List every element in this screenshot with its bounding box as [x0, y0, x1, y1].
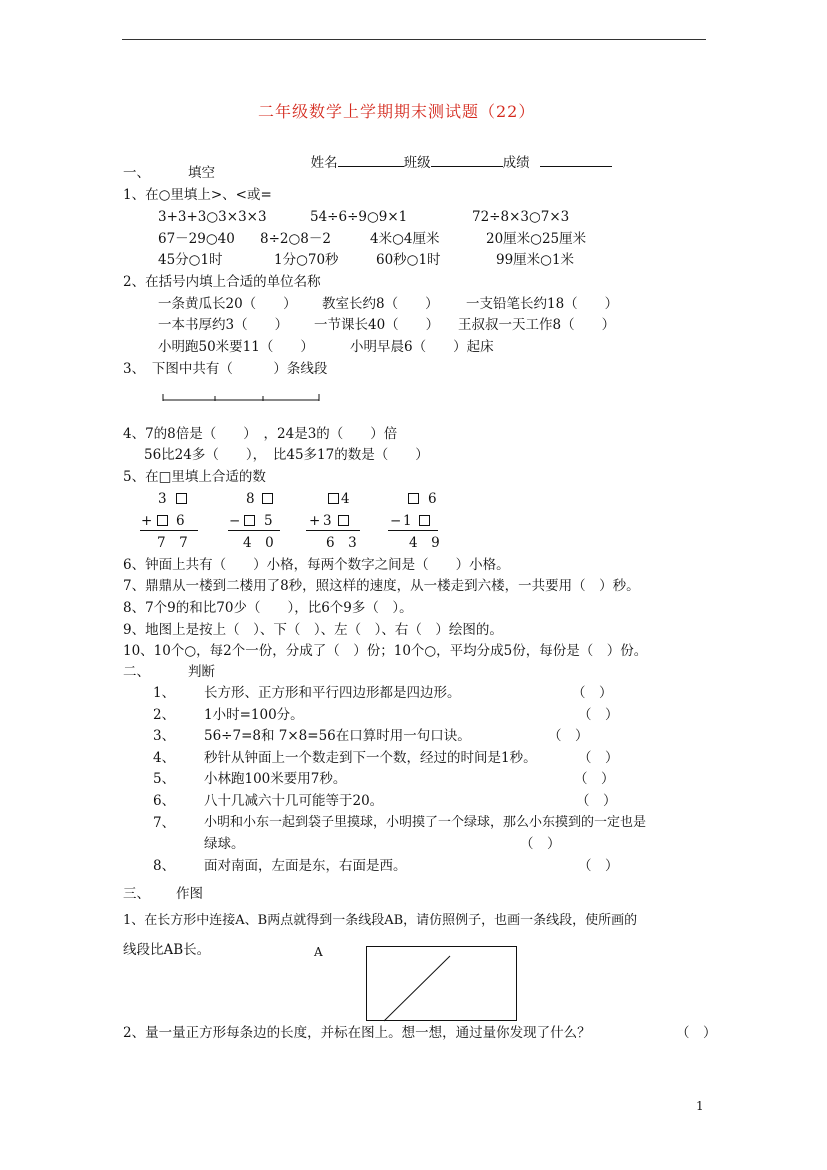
answer-box[interactable] [262, 493, 273, 504]
section1-label: 一、 [123, 165, 150, 181]
q7: 7、鼎鼎从一楼到二楼用了8秒，照这样的速度，从一楼走到六楼，一共要用（ ）秒。 [123, 578, 640, 594]
page-title: 二年级数学上学期期末测试题（22） [258, 102, 536, 121]
q4-line1: 4、7的8倍是（ ） ，24是3的（ ）倍 [123, 426, 398, 442]
q1-item: 20厘米○25厘米 [486, 231, 587, 247]
judge-num: 2、 [153, 707, 176, 723]
q2-item: 教室长约8（ ） [322, 296, 439, 312]
q2-item: 一节课长40（ ） [314, 317, 440, 333]
q5-p4-top: 6 [428, 491, 437, 507]
answer-box[interactable] [328, 493, 339, 504]
answer-box[interactable] [338, 515, 349, 526]
q5-p4-rule [388, 530, 438, 531]
answer-box[interactable] [244, 515, 255, 526]
judge-text: 小明和小东一起到袋子里摸球，小明摸了一个绿球，那么小东摸到的一定也是 [204, 815, 647, 830]
point-a-label: A [314, 945, 323, 959]
s3-q2-paren[interactable]: （ ） [676, 1025, 717, 1041]
judge-num: 8、 [153, 858, 176, 874]
q1-item: 8÷2○8－2 [260, 231, 331, 247]
answer-box[interactable] [157, 515, 168, 526]
judge-text: 56÷7=8和 7×8=56在口算时用一句口诀。 [204, 728, 471, 744]
judge-text: 秒针从钟面上一个数走到下一个数，经过的时间是1秒。 [204, 750, 537, 766]
student-info [302, 137, 612, 171]
judge-paren[interactable]: （ ） [520, 836, 561, 852]
q5-p3-op: + [309, 513, 321, 529]
segment-diagram [163, 392, 323, 404]
judge-paren[interactable]: （ ） [572, 685, 613, 701]
s3-q1-line2: 线段比AB长。 [123, 942, 211, 958]
q2-item: 小明跑50米要11（ ） [158, 339, 314, 355]
judge-text: 面对南面，左面是东，右面是西。 [204, 858, 407, 874]
judge-paren[interactable]: （ ） [578, 858, 619, 874]
judge-text: 1小时=100分。 [204, 707, 304, 723]
q5-p2-result: 4 0 [243, 535, 274, 551]
q2-item: 一本书厚约3（ ） [158, 317, 289, 333]
q9: 9、地图上是按上（ ）、下（ ）、左（ ）、右（ ）绘图的。 [123, 622, 503, 638]
q5-p1-bottom: 6 [176, 513, 185, 529]
q5-p1-rule [140, 530, 198, 531]
q1-item: 54÷6÷9○9×1 [310, 209, 408, 225]
q5-p4-result: 4 9 [409, 535, 440, 551]
judge-paren[interactable]: （ ） [578, 707, 619, 723]
q5-p2-rule [228, 530, 280, 531]
q10: 10、10个○，每2个一份，分成了（ ）份；10个○，平均分成5份，每份是（ ）份。 [123, 643, 648, 659]
q1-item: 4米○4厘米 [370, 231, 440, 247]
q1-item: 45分○1时 [158, 252, 223, 268]
section3-label: 三、 [123, 886, 150, 902]
q5-p1-op: + [141, 513, 153, 529]
q1-item: 99厘米○1米 [496, 252, 575, 268]
header-rule [122, 39, 706, 40]
answer-box[interactable] [176, 493, 187, 504]
q5-p2-bottom: 5 [264, 513, 273, 529]
q3-prompt: 3、 下图中共有（ ）条线段 [123, 361, 328, 377]
q1-item: 1分○70秒 [274, 252, 339, 268]
judge-num: 4、 [153, 750, 176, 766]
q5-p1-result: 7 7 [157, 535, 188, 551]
judge-text: 小林跑100米要用7秒。 [204, 771, 347, 787]
judge-paren[interactable]: （ ） [576, 793, 617, 809]
judge-text: 八十几减六十几可能等于20。 [204, 793, 384, 809]
judge-paren[interactable]: （ ） [548, 728, 589, 744]
rectangle-diagram[interactable] [366, 946, 518, 1024]
judge-paren[interactable]: （ ） [578, 750, 619, 766]
judge-text-cont: 绿球。 [204, 836, 245, 852]
q5-p4-bottom: 1 [403, 513, 412, 529]
q5-p4-op: − [390, 513, 402, 529]
q5-p3-rule [306, 530, 360, 531]
q5-prompt: 5、在□里填上合适的数 [123, 469, 266, 485]
q5-p3-bottom: 3 [323, 513, 332, 529]
section3-name: 作图 [176, 886, 203, 902]
q8: 8、7个9的和比70少（ ），比6个9多（ ）。 [123, 600, 413, 616]
q6: 6、钟面上共有（ ）小格，每两个数字之间是（ ）小格。 [123, 557, 510, 573]
judge-num: 5、 [153, 771, 176, 787]
q4-line2: 56比24多（ ）， 比45多17的数是（ ） [144, 447, 429, 463]
section2-name: 判断 [188, 664, 215, 680]
q1-item: 67－29○40 [158, 231, 235, 247]
q1-item: 60秒○1时 [376, 252, 441, 268]
q1-item: 3+3+3○3×3×3 [158, 209, 267, 225]
class-blank[interactable] [431, 153, 503, 167]
q5-p2-top: 8 [246, 491, 255, 507]
answer-box[interactable] [408, 493, 419, 504]
s3-q2: 2、量一量正方形每条边的长度，并标在图上。想一想，通过量你发现了什么？ [123, 1025, 591, 1041]
judge-num: 1、 [153, 685, 176, 701]
answer-box[interactable] [419, 515, 430, 526]
q2-item: 王叔叔一天工作8（ ） [458, 317, 616, 333]
section1-name: 填空 [188, 165, 215, 181]
q1-prompt: 1、在○里填上>、<或= [123, 187, 272, 203]
q2-item: 一支铅笔长约18（ ） [466, 296, 619, 312]
score-label: 成绩 [502, 155, 530, 171]
judge-paren[interactable]: （ ） [574, 771, 615, 787]
name-blank[interactable] [338, 153, 404, 167]
judge-num: 3、 [153, 728, 176, 744]
judge-num: 7、 [153, 815, 176, 831]
section2-label: 二、 [123, 664, 150, 680]
judge-num: 6、 [153, 793, 176, 809]
s3-q1-line1: 1、在长方形中连接A、B两点就得到一条线段AB，请仿照例子，也画一条线段，使所画的 [123, 913, 638, 928]
q5-p1-top: 3 [158, 491, 167, 507]
q5-p3-top: 4 [341, 491, 350, 507]
q2-item: 小明早晨6（ ）起床 [350, 339, 494, 355]
q5-p2-op: − [229, 513, 241, 529]
judge-text: 长方形、正方形和平行四边形都是四边形。 [204, 685, 461, 701]
score-blank[interactable] [540, 153, 612, 167]
name-label: 姓名 [310, 155, 338, 171]
q2-prompt: 2、在括号内填上合适的单位名称 [123, 274, 321, 290]
page-number: 1 [696, 1099, 704, 1113]
class-label: 班级 [403, 155, 431, 171]
q5-p3-result: 6 3 [326, 535, 357, 551]
q2-item: 一条黄瓜长20（ ） [158, 296, 297, 312]
q1-item: 72÷8×3○7×3 [472, 209, 570, 225]
